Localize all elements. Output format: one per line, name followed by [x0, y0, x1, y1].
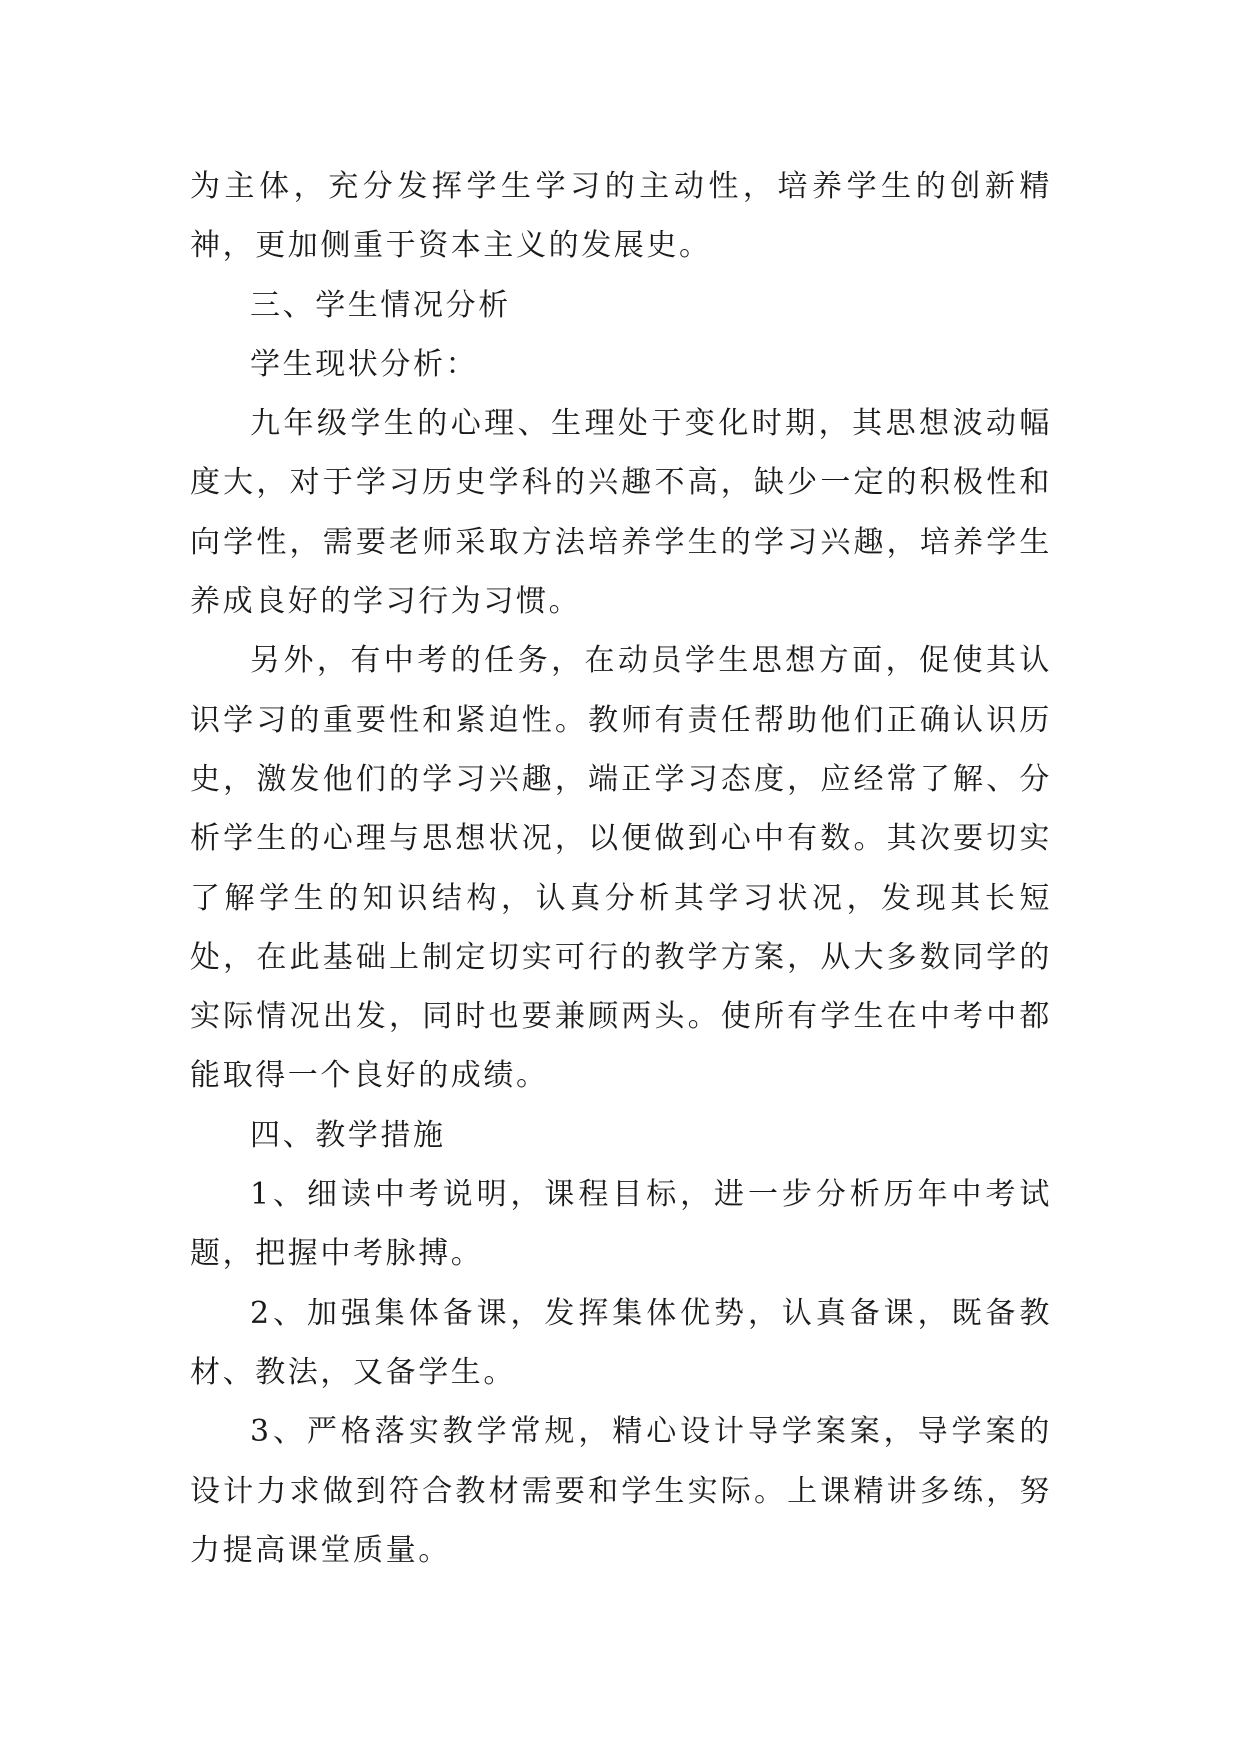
paragraph-grade-nine: 九年级学生的心理、生理处于变化时期，其思想波动幅度大，对于学习历史学科的兴趣不高，缺少一定的积极性和向学性，需要老师采取方法培养学生的学习兴趣，培养学生养成良好的学习行为习惯。 — [190, 406, 1052, 620]
paragraph-exam-task: 另外，有中考的任务，在动员学生思想方面，促使其认识学习的重要性和紧迫性。教师有责任帮助他们正确认识历史，激发他们的学习兴趣，端正学习态度，应经常了解、分析学生的心理与思想状况，以便做到心中有数。其次要切实了解学生的知识结构，认真分析其学习状况，发现其长短处，在此基础上制定切实可行的教学方案，从大多数同学的实际情况出发，同时也要兼顾两头。使所有学生在中考中都能取得一个良好的成绩。 — [190, 643, 1052, 1094]
measure-item-3: 3、严格落实教学常规，精心设计导学案案，导学案的设计力求做到符合教材需要和学生实际。上课精讲多练，努力提高课堂质量。 — [190, 1414, 1052, 1568]
measure-item-1: 1、细读中考说明，课程目标，进一步分析历年中考试题，把握中考脉搏。 — [190, 1177, 1052, 1272]
subheading-student-status: 学生现状分析： — [250, 346, 479, 382]
section-heading-student-analysis: 三、学生情况分析 — [250, 287, 511, 323]
measure-item-2: 2、加强集体备课，发挥集体优势，认真备课，既备教材、教法，又备学生。 — [190, 1295, 1052, 1390]
paragraph-continuation: 为主体，充分发挥学生学习的主动性，培养学生的创新精神，更加侧重于资本主义的发展史。 — [190, 169, 1052, 264]
section-heading-teaching-measures: 四、教学措施 — [250, 1117, 446, 1153]
document-body — [190, 157, 1052, 1580]
